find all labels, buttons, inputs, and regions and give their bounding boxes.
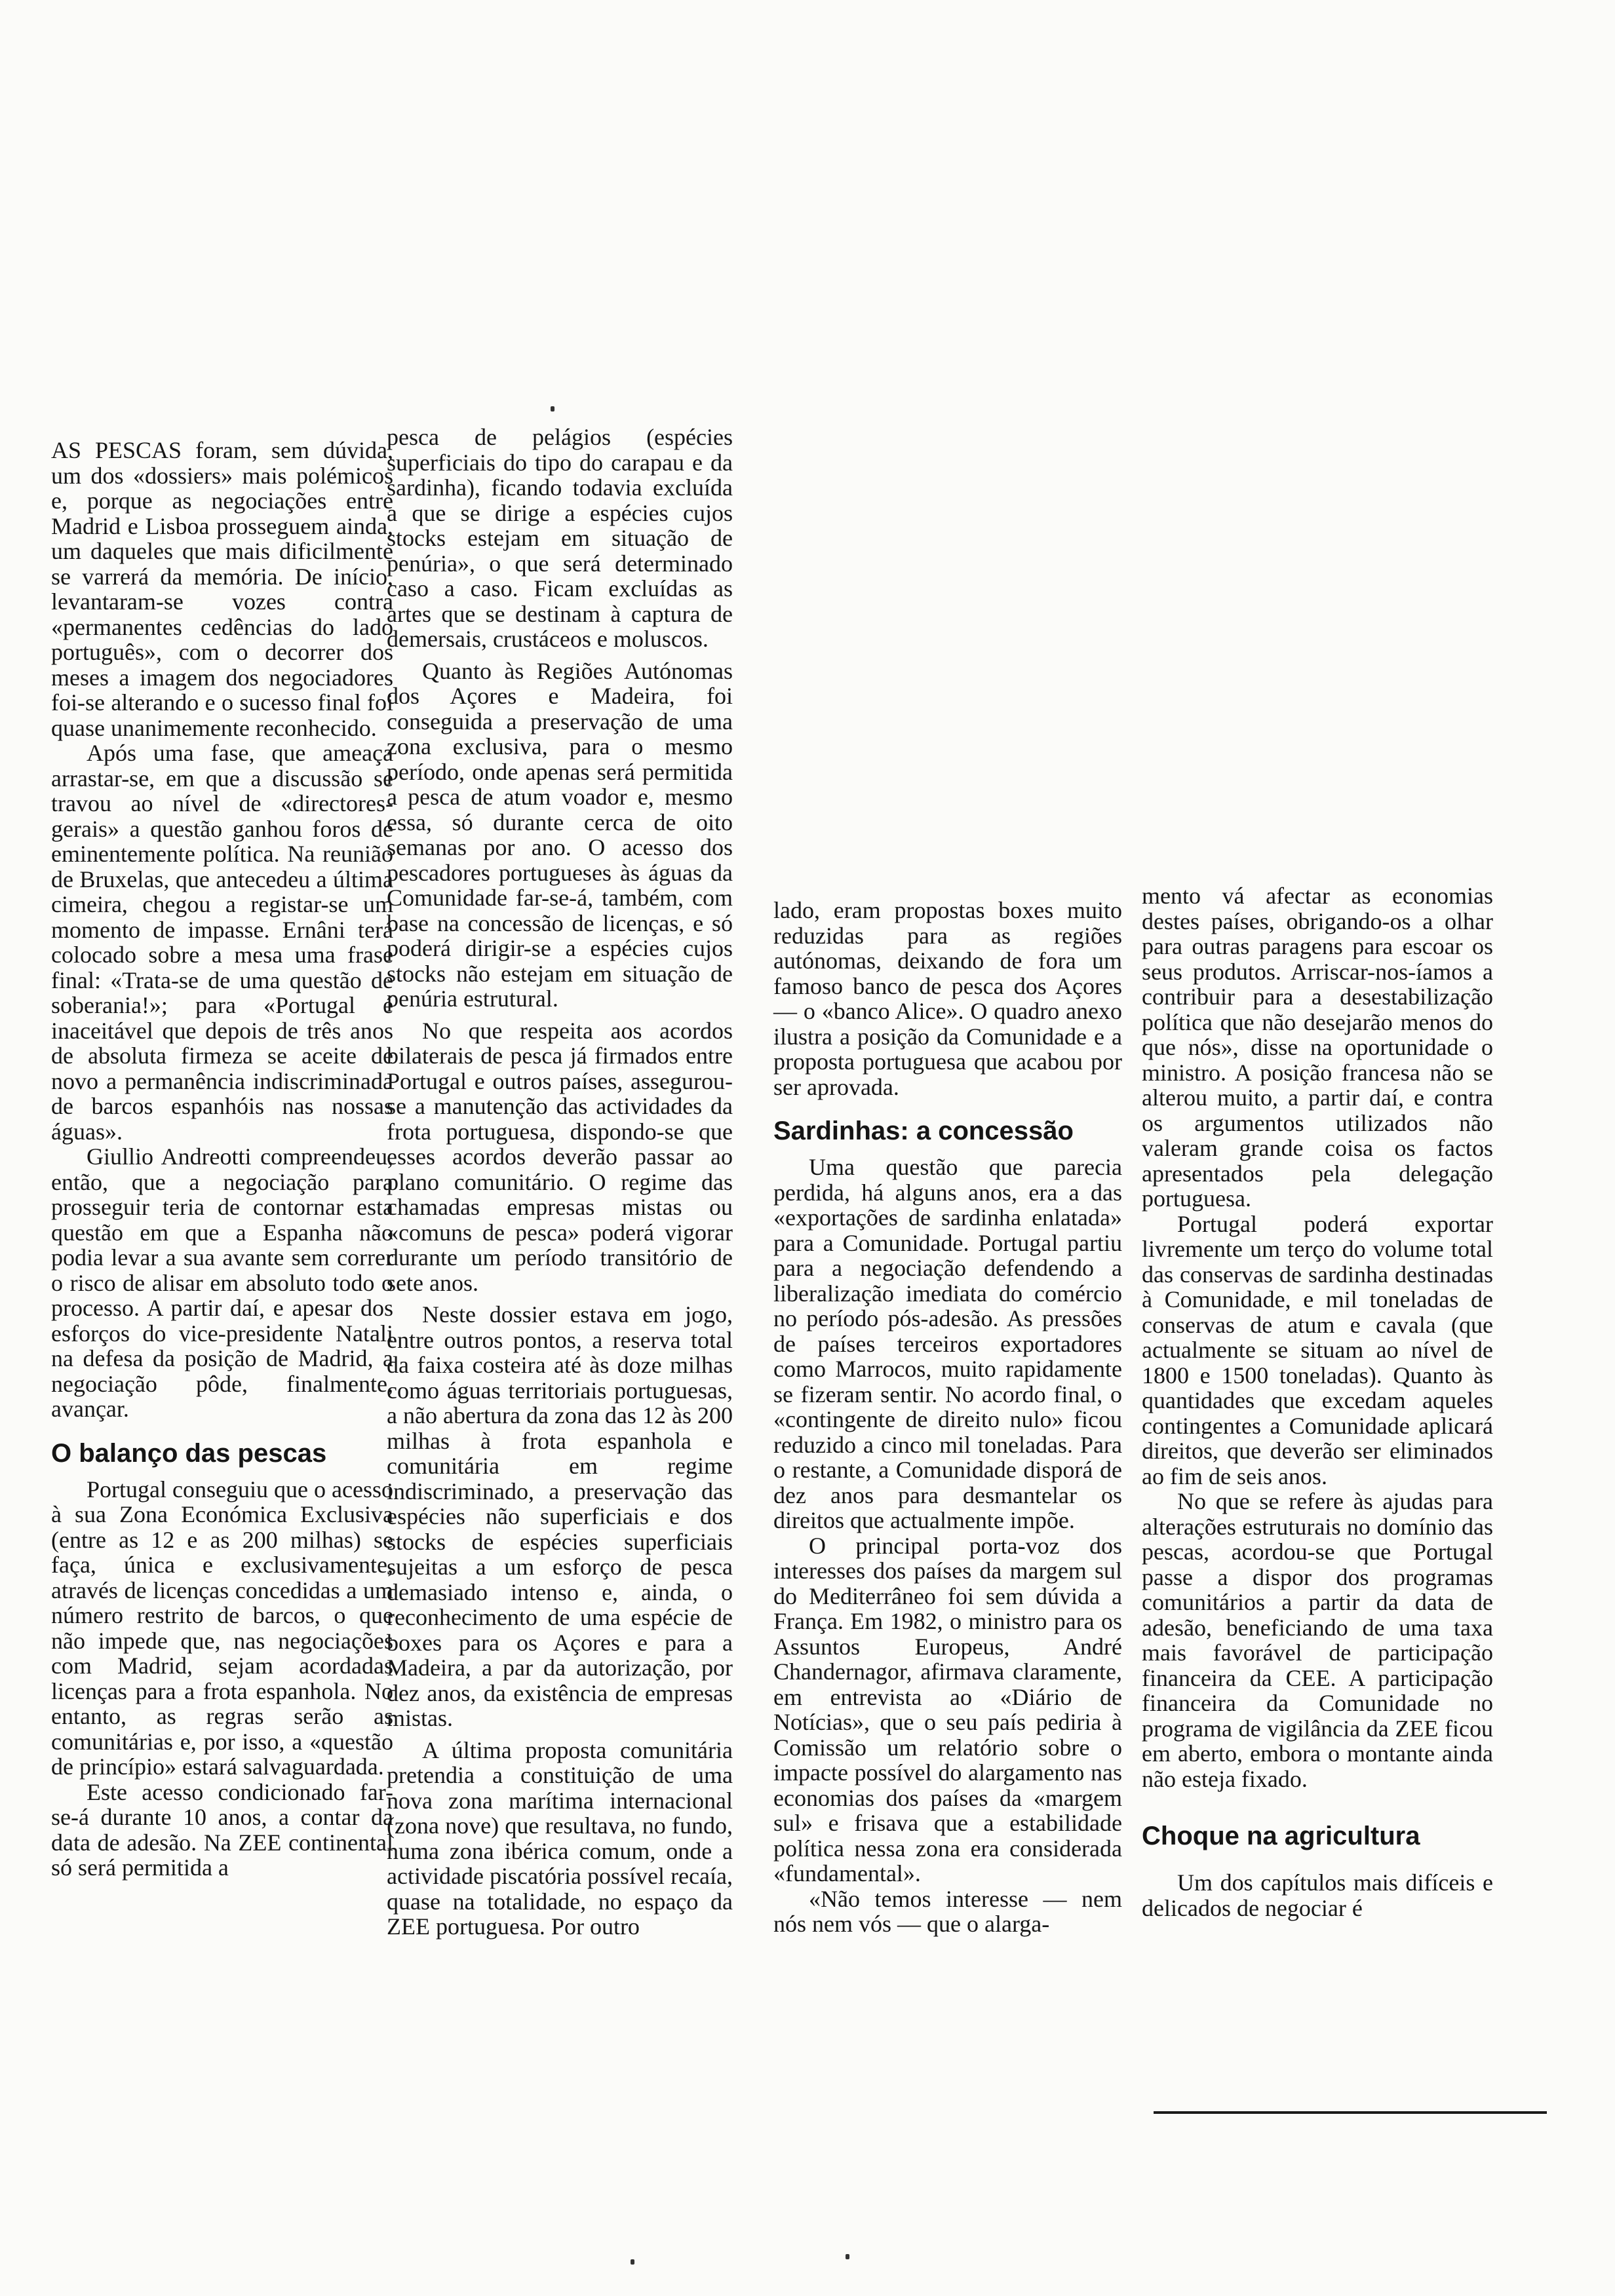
section-heading-sardinhas: Sardinhas: a concessão — [773, 1117, 1074, 1145]
paragraph: Giullio Andreotti compreendeu, então, que a negociação para prosseguir teria de contornar esta questão em que a Espanha não podia levar a sua avante sem correr o risco de alisar em absoluto todo o processo. A partir daí, e apesar dos esforços do vice-presidente Natali na defesa da posição de Madrid, a negociação pôde, finalmente, avançar. — [51, 1143, 393, 1422]
paragraph: Uma questão que parecia perdida, há alguns anos, era a das «exportações de sardinha enlatada» para a Comunidade. Portugal partiu para a negociação defendendo a liberalização imediata do comércio no período pós-adesão. As pressões de países terceiros exportadores como Marrocos, muito rapidamente se fizeram sentir. No acordo final, o «contingente de direito nulo» ficou reduzido a cinco mil toneladas. Para o restante, a Comunidade disporá de dez anos para desmantelar os direitos que actualmente impõe. — [773, 1154, 1122, 1533]
paragraph: pesca de pelágios (espécies superficiais do tipo do carapau e da sardinha), ficando todavia excluída a que se dirige a espécies cujos stocks estejam em situação de penúria», o que será determinado caso a caso. Ficam excluídas as artes que se destinam à captura de demersais, crustáceos e moluscos. — [387, 424, 733, 652]
paragraph: Um dos capítulos mais difíceis e delicados de negociar é — [1142, 1869, 1493, 1921]
paragraph: No que se refere às ajudas para alterações estruturais no domínio das pescas, acordou-se que Portugal passe a dispor dos programas comunitários a partir da data de adesão, beneficiando de uma taxa mais favorável de participação financeira da CEE. A participação financeira da Comunidade no programa de vigilância da ZEE ficou em aberto, embora o montante ainda não esteja fixado. — [1142, 1488, 1493, 1792]
article-column-3 — [773, 898, 1122, 1937]
paragraph: «Não temos interesse — nem nós nem vós — que o alarga- — [773, 1885, 1122, 1937]
paragraph: No que respeita aos acordos bilaterais de pesca já firmados entre Portugal e outros países, assegurou-se a manutenção das actividades da frota portuguesa, dispondo-se que esses acordos deverão passar ao plano comunitário. O regime das chamadas empresas mistas ou «comuns de pesca» poderá vigorar durante um período transitório de sete anos. — [387, 1017, 733, 1296]
paragraph: Este acesso condicionado far-se-á durante 10 anos, a contar da data de adesão. Na ZEE continental só será permitida a — [51, 1778, 393, 1881]
scan-speck — [846, 2254, 849, 2259]
paragraph: mento vá afectar as economias destes países, obrigando-os a olhar para outras paragens para escoar os seus produtos. Arriscar-nos-íamos a contribuir para a desestabilização política que não desejarão menos do que nós», disse na oportunidade o ministro. A posição francesa não se alterou muito, a partir daí, e contra os argumentos utilizados não valeram grande coisa os factos apresentados pela delegação portuguesa. — [1142, 883, 1493, 1212]
paragraph: lado, eram propostas boxes muito reduzidas para as regiões autónomas, deixando de fora um famoso banco de pesca dos Açores — o «banco Alice». O quadro anexo ilustra a posição da Comunidade e a proposta portuguesa que acabou por ser aprovada. — [773, 897, 1122, 1100]
paragraph: AS PESCAS foram, sem dúvida, um dos «dossiers» mais polémicos e, porque as negociações entre Madrid e Lisboa prosseguem ainda, um daqueles que mais dificilmente se varrerá da memória. De início, levantaram-se vozes contra «permanentes cedências do lado português», com o decorrer dos meses a imagem dos negociadores foi-se alterando e o sucesso final foi quase unanimemente reconhecido. — [51, 437, 393, 741]
article-column-2 — [387, 425, 733, 1940]
article-column-4 — [1142, 883, 1493, 1921]
paragraph: Quanto às Regiões Autónomas dos Açores e Madeira, foi conseguida a preservação de uma zona exclusiva, para o mesmo período, onde apenas será permitida a pesca de atum voador e, mesmo essa, só durante cerca de oito semanas por ano. O acesso dos pescadores portugueses às águas da Comunidade far-se-á, também, com base na concessão de licenças, e só poderá dirigir-se a espécies cujos stocks não estejam em situação de penúria estrutural. — [387, 657, 733, 1012]
column-end-rule — [1154, 2111, 1547, 2114]
paragraph: A última proposta comunitária pretendia a constituição de uma nova zona marítima internacional (zona nove) que resultava, no fundo, numa zona ibérica comum, onde a actividade piscatória possível recaía, quase na totalidade, no espaço da ZEE portuguesa. Por outro — [387, 1736, 733, 1940]
scan-speck — [631, 2259, 634, 2265]
paragraph: Após uma fase, que ameaça arrastar-se, em que a discussão se travou ao nível de «directores-gerais» a questão ganhou foros de eminentemente política. Na reunião de Bruxelas, que antecedeu a última cimeira, chegou a registar-se um momento de impasse. Ernâni terá colocado sobre a mesa uma frase final: «Trata-se de uma questão de soberania!»; para «Portugal é inaceitável que depois de três anos de absoluta firmeza se aceite de novo a permanência indiscriminada de barcos espanhóis nas nossas águas». — [51, 740, 393, 1145]
section-heading-balanco: O balanço das pescas — [51, 1438, 327, 1468]
paragraph: Portugal conseguiu que o acesso à sua Zona Económica Exclusiva (entre as 12 e as 200 milhas) se faça, única e exclusivamente, através de licenças concedidas a um número restrito de barcos, o que não impede que, nas negociações com Madrid, sejam acordadas licenças para a frota espanhola. No entanto, as regras serão as comunitárias e, por isso, a «questão de princípio» estará salvaguardada. — [51, 1476, 393, 1780]
article-column-1 — [51, 438, 393, 1881]
paragraph: Portugal poderá exportar livremente um terço do volume total das conservas de sardinha destinadas à Comunidade, e mil toneladas de conservas de atum e cavala (que actualmente se situam ao nível de 1800 e 1500 toneladas). Quanto às quantidades que excedam aqueles contingentes a Comunidade aplicará direitos, que deverão ser eliminados ao fim de seis anos. — [1142, 1210, 1493, 1489]
paragraph: O principal porta-voz dos interesses dos países da margem sul do Mediterrâneo foi sem dúvida a França. Em 1982, o ministro para os Assuntos Europeus, André Chandernagor, afirmava claramente, em entrevista ao «Diário de Notícias», que o seu país pediria à Comissão um relatório sobre o impacte possível do alargamento nas economias dos países da «margem sul» e frisava que a estabilidade política nessa zona era considerada «fundamental». — [773, 1532, 1122, 1886]
paragraph: Neste dossier estava em jogo, entre outros pontos, a reserva total da faixa costeira até às doze milhas como águas territoriais portuguesas, a não abertura da zona das 12 às 200 milhas à frota espanhola e comunitária em regime indiscriminado, a preservação das espécies não superficiais e dos stocks de espécies superficiais sujeitas a um esforço de pesca demasiado intenso e, ainda, o reconhecimento de uma espécie de boxes para os Açores e para a Madeira, a par da autorização, por dez anos, da existência de empresas mistas. — [387, 1301, 733, 1731]
scan-speck — [551, 406, 555, 411]
section-heading-choque: Choque na agricultura — [1142, 1822, 1420, 1850]
